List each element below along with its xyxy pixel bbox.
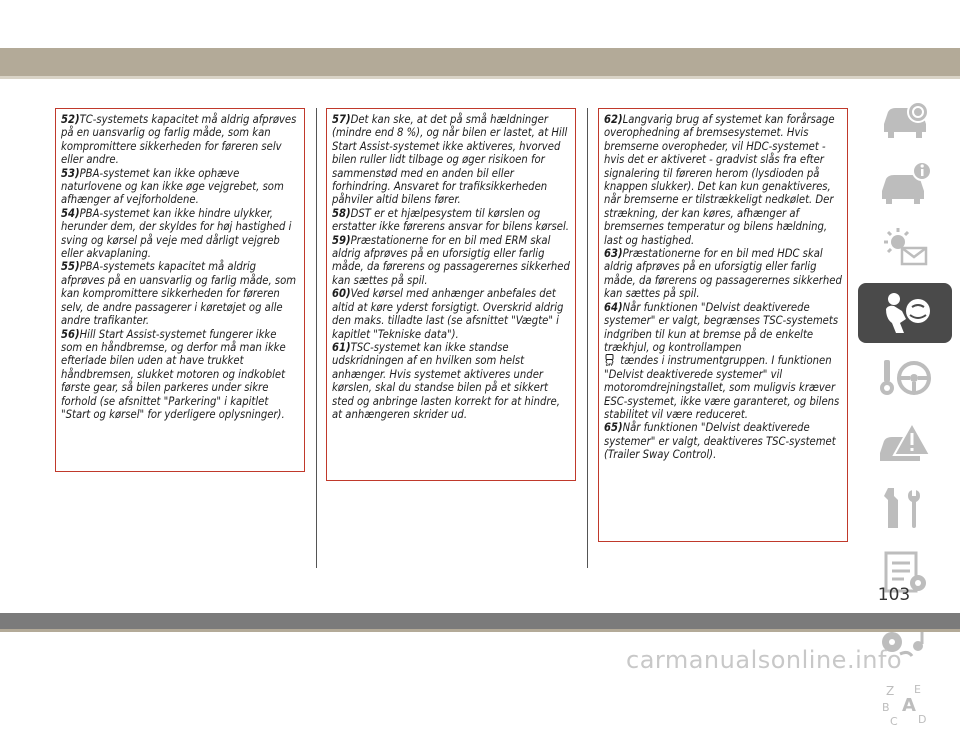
index-letter-a: A [902,695,916,716]
wrench-maintenance-icon [874,484,936,532]
note-item: 65)Når funktionen "Delvist deaktiverede systemer" er valgt, deaktiveres TSC-systemet (Trailer Sway Control). [604,421,836,462]
note-item: 58)DST er et hjælpesystem til kørslen og erstatter ikke førerens ansvar for bilens kørsel. [332,206,569,234]
car-info-icon [874,159,936,207]
note-item: 57)Det kan ske, at det på små hældninger (mindre end 8 %), og når bilen er lastet, at Hill Start Assist-systemet ikke aktiveres, hvorved bilen ruller lidt tilbage og øger risikoen for sammenstød med en anden bil eller forhindring. Ansvaret for trafiksikkerheden påhviler altid bilens fører. [332,113,568,207]
note-item: 63)Præstationerne for en bil med HDC skal aldrig afprøves på en uforsigtig eller farlig måde, da førerens og passagerernes sikkerhed kan sættes på spil. [604,247,842,301]
index-letter-e: E [914,683,921,696]
tab-emergency[interactable] [858,413,952,473]
car-dashboard-icon [874,94,936,142]
tab-starting-driving[interactable] [858,348,952,408]
note-item: 64)Når funktionen "Delvist deaktiverede systemer" er valgt, begrænses TSC-systemets indgriben til kun at bremse på de enkelte trækhjul, og kontrollampen OFF tændes i instrumentgruppen. I funktionen "Delvist deaktiverede systemer" vil motoromdrejningstallet, som muligvis kræver ESC-systemet, ikke være garanteret, og bilens stabilitet vil være reduceret. [604,300,840,421]
page-number: 103 [877,585,911,605]
note-item: 61)TSC-systemet kan ikke standse udskridningen af en hvilken som helst anhænger. Hvis systemet aktiveres under kørslen, skal du standse bilen på et sikkert sted og anbringe lasten korrekt for at hindre, at anhængeren skrider ud. [332,340,560,421]
esc-off-warning-icon [604,354,615,366]
tab-get-to-know[interactable] [858,153,952,213]
column-divider [316,108,317,568]
index-letter-c: C [890,715,898,727]
note-item: 60)Ved kørsel med anhænger anbefales det altid at køre yderst forsigtigt. Overskrid aldrig den maks. tilladte last (se afsnittet "Vægte" i kapitlet "Tekniske data"). [332,287,564,341]
index-letter-z: Z [886,684,895,698]
column-divider [587,108,588,568]
warning-notes-box [326,108,576,481]
key-steering-icon [874,354,936,402]
emergency-car-icon [874,419,936,467]
index-letter-b: B [882,701,890,714]
esc-off-icon-label: OFF [605,363,614,367]
index-letter-d: D [918,713,927,726]
tab-index[interactable] [858,673,952,733]
airbag-safety-icon [874,289,936,337]
alphabetical-index-icon [874,679,936,727]
note-item: 54)PBA-systemet kan ikke hindre ulykker, herunder dem, der skyldes for høj hastighed i sving og kørsel på veje med dårligt vejgreb eller akvaplaning. [61,206,292,261]
tab-dashboard[interactable] [858,88,952,148]
warning-lights-icon [874,224,936,272]
warning-notes-box [55,108,305,472]
tab-warning-lights[interactable] [858,218,952,278]
note-item: 62)Langvarig brug af systemet kan forårsage overophedning af bremsesystemet. Hvis bremserne overopheder, vil HDC-systemet - hvis det er aktiveret - gradvist slås fra efter signalering til føreren herom (lysdioden på knappen slukker). Det kan kun genaktiveres, når bremserne er tilstrækkeligt nedkølet. Der strækning, der kan køres, afhænger af bremsernes temperatur og bilens hældning, last og hastighed. [604,113,835,247]
tab-safety[interactable] [858,283,952,343]
tab-servicing[interactable] [858,478,952,538]
note-item: 59)Præstationerne for en bil med ERM skal aldrig afprøves på en uforsigtig eller farlig måde, da førerens og passagerernes sikkerhed kan sættes på spil. [332,233,570,287]
note-item: 53)PBA-systemet kan ikke ophæve naturlovene og kan ikke øge vejgrebet, som afhænger af vejforholdene. [61,166,284,207]
header-band [0,48,960,76]
note-item: 56)Hill Start Assist-systemet fungerer ikke som en håndbremse, og derfor må man ikke efterlade bilen uden at have trukket håndbremsen, slukket motoren og indkoblet første gear, så bilen parkeres under sikre forhold (se afsnittet "Parkering" i kapitlet "Start og kørsel" for yderligere oplysninger). [61,327,286,421]
watermark: carmanualsonline.info [626,646,903,674]
warning-notes-box [598,108,848,542]
footer-rule [0,629,960,632]
chapter-tabs [858,88,952,738]
footer-band [0,613,960,629]
note-item: 52)TC-systemets kapacitet må aldrig afprøves på en uansvarlig og farlig måde, som kan kompromittere sikkerheden for føreren selv eller andre. [61,113,297,167]
note-item: 55)PBA-systemets kapacitet må aldrig afprøves på en uansvarlig og farlig måde, som kan kompromittere sikkerheden for føreren selv, de andre passagerer i køretøjet og alle andre trafikanter. [61,260,297,328]
header-rule [0,76,960,79]
